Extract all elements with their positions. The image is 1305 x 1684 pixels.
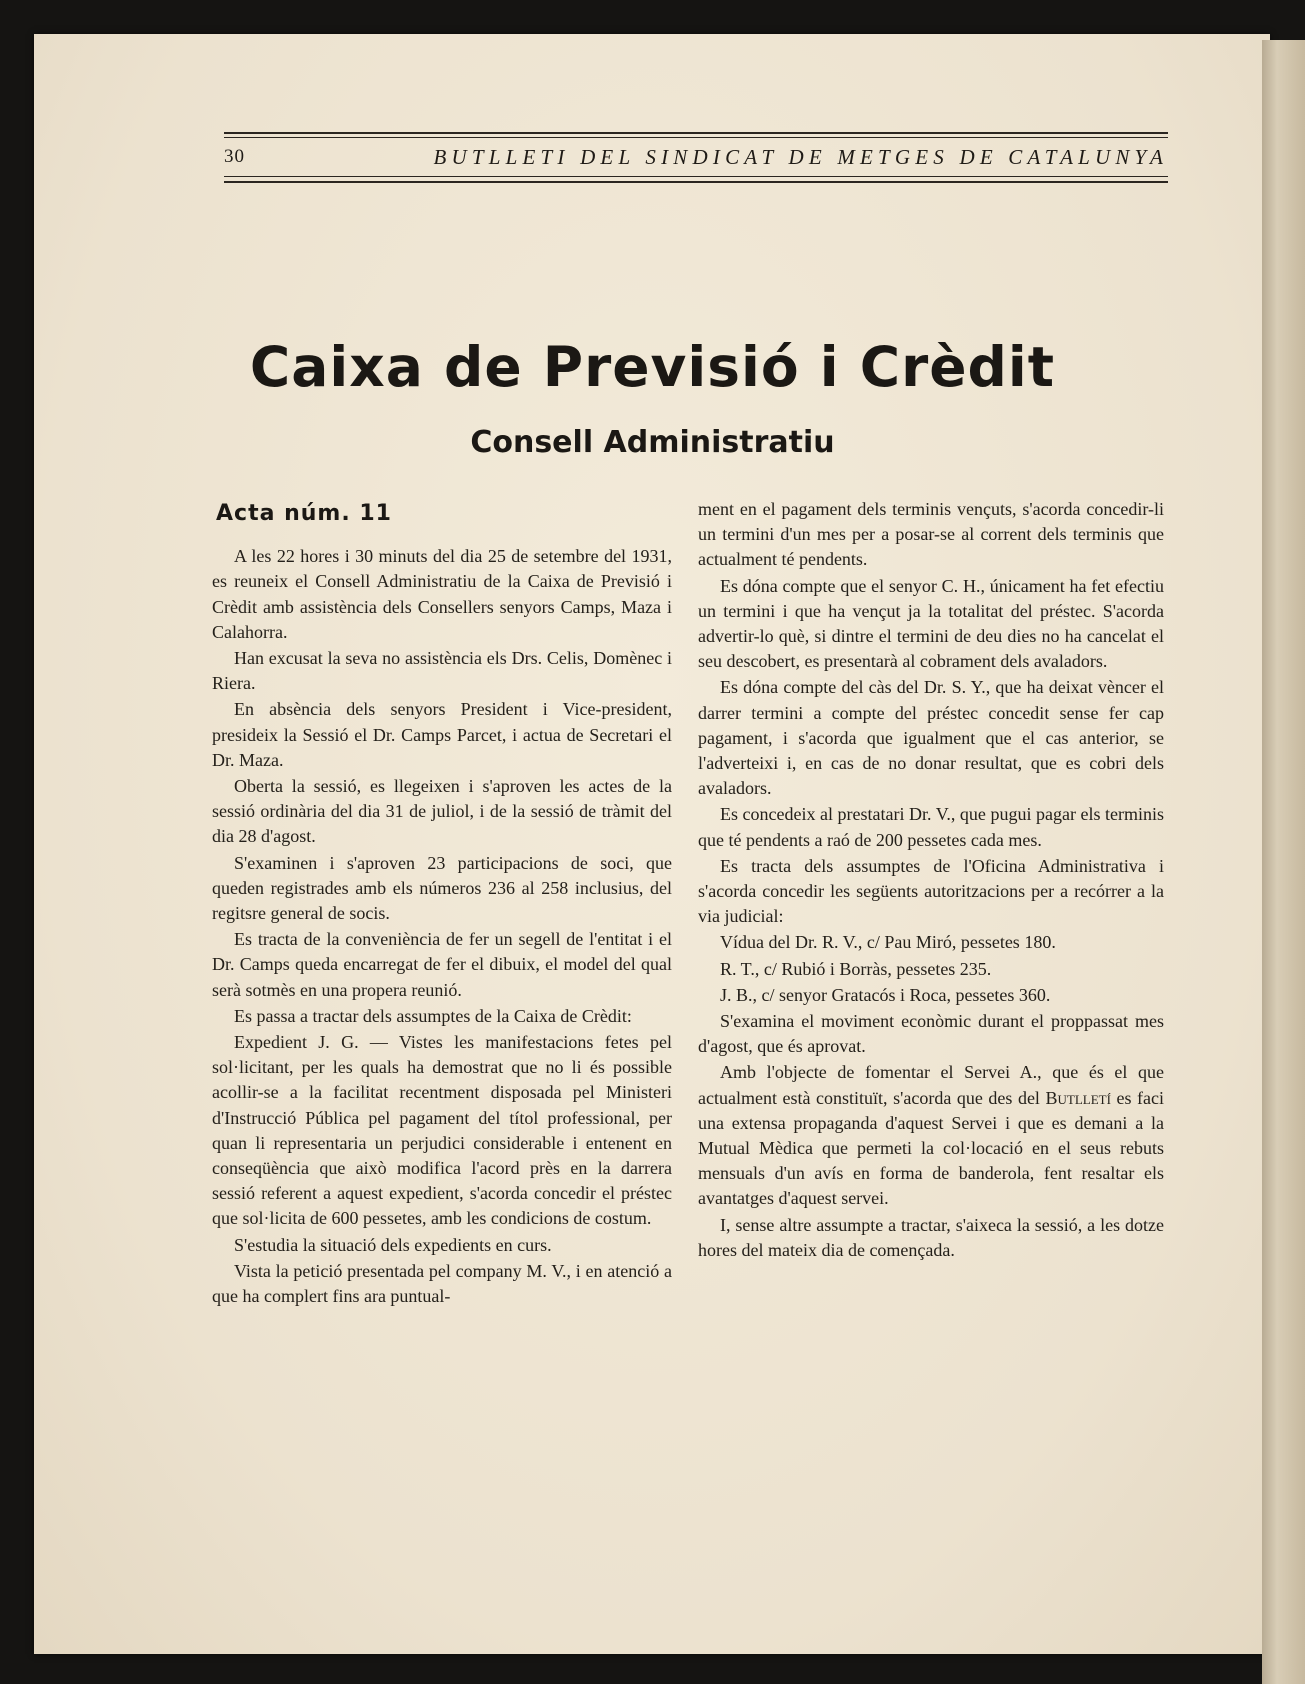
paragraph-continued: ment en el pagament dels terminis vençuts, s'acorda concedir-li un termini d'un mes per a posar-se al corrent dels terminis que actualment té pendents. (698, 499, 1164, 570)
paragraph: I, sense altre assumpte a tractar, s'aixeca la sessió, a les dotze hores del mateix dia de començada. (698, 1214, 1164, 1260)
paragraph: Vista la petició presentada pel company M. V., i en atenció a que ha complert fins ara puntual- (212, 1260, 672, 1307)
paragraph: S'examina el moviment econòmic durant el proppassat mes d'agost, que és aprovat. (698, 1011, 1164, 1057)
paragraph: S'estudia la situació dels expedients en curs. (234, 1234, 552, 1255)
paragraph: En absència dels senyors President i Vice-president, presideix la Sessió el Dr. Camps Parcet, i actua de Secretari el Dr. Maza. (212, 699, 672, 770)
paragraph: Es dóna compte que el senyor C. H., únicament ha fet efectiu un termini i que ha vençut ja la totalitat del préstec. S'acorda advertir-lo què, si dintre el termini de deu dies no ha cancelat el seu descobert, es presentarà al cobrament dels avaladors. (698, 575, 1164, 672)
right-column (698, 497, 1164, 1264)
paragraph: Es tracta dels assumptes de l'Oficina Administrativa i s'acorda concedir les següents autoritzacions per a recórrer a la via judicial: (698, 855, 1164, 927)
paragraph: Es tracta de la conveniència de fer un segell de l'entitat i el Dr. Camps queda encarregat de fer el dibuix, el model del qual serà sotmès en una propera reunió. (212, 929, 672, 1000)
paragraph (698, 1060, 1164, 1211)
header-rule-bottom (224, 181, 1168, 183)
journal-title: BUTLLETI DEL SINDICAT DE METGES DE CATALUNYA (433, 144, 1168, 169)
acta-heading: Acta núm. 11 (216, 501, 392, 526)
list-item: Vídua del Dr. R. V., c/ Pau Miró, pessetes 180. (720, 932, 1056, 953)
text-run: es faci una extensa propaganda d'aquest Servei i que es demani a la Mutual Mèdica que permeti la col·locació en el seus rebuts mensuals d'un avís en forma de banderola, fent resaltar els avantatges d'aquest servei. (698, 1087, 1164, 1209)
article-title: Caixa de Previsió i Crèdit (249, 335, 1056, 399)
header-rule-top-thin (224, 137, 1168, 138)
butlleti-smallcaps: Butlletí (1045, 1087, 1111, 1108)
header-rule-bottom-thin (224, 176, 1168, 177)
list-item: R. T., c/ Rubió i Borràs, pessetes 235. (720, 958, 992, 979)
left-column (212, 497, 672, 1310)
paragraph: Han excusat la seva no assistència els Drs. Celis, Domènec i Riera. (212, 648, 672, 694)
article-subtitle: Consell Administratiu (470, 425, 835, 460)
text-run: Amb l'objecte de fomentar el Servei A., que és el que actualment està constituït, s'acorda que des del (698, 1062, 1164, 1108)
page-edge (1262, 40, 1305, 1684)
paragraph: Es concedeix al prestatari Dr. V., que pugui pagar els terminis que té pendents a raó de 200 pessetes cada mes. (698, 804, 1164, 850)
paragraph: A les 22 hores i 30 minuts del dia 25 de setembre del 1931, es reuneix el Consell Administratiu de la Caixa de Previsió i Crèdit amb assistència dels Consellers senyors Camps, Maza i Calahorra. (212, 546, 672, 642)
paragraph: Expedient J. G. — Vistes les manifestacions fetes pel sol·licitant, per les quals ha demostrat que no li és possible acollir-se a la facilitat recentment disposada pel Ministeri d'Instrucció Pública pel pagament del títol professional, per quan li representaria un perjudici considerable i entenent en conseqüència que això modifica l'acord près en la darrera sessió referent a aquest expedient, s'acorda concedir el préstec que sol·licita de 600 pessetes, amb les condicions de costum. (212, 1032, 672, 1229)
paragraph: Oberta la sessió, es llegeixen i s'aproven les actes de la sessió ordinària del dia 31 de juliol, i de la sessió de tràmit del dia 28 d'agost. (212, 776, 672, 847)
paragraph: S'examinen i s'aproven 23 participacions de soci, que queden registrades amb els números 236 al 258 inclusius, del regitsre general de socis. (212, 852, 672, 924)
paragraph: Es passa a tractar dels assumptes de la Caixa de Crèdit: (234, 1005, 632, 1026)
header-rule-top (224, 132, 1168, 134)
list-item: J. B., c/ senyor Gratacós i Roca, pessetes 360. (720, 984, 1051, 1005)
running-header (224, 132, 1168, 192)
page-number: 30 (224, 146, 245, 167)
paragraph: Es dóna compte del càs del Dr. S. Y., que ha deixat vèncer el darrer termini a compte del préstec concedit sense fer cap pagament, i s'acorda que igualment que el cas anterior, se l'adverteixi i, en cas de no donar resultat, que es cobri dels avaladors. (698, 677, 1164, 799)
header-row (224, 145, 1168, 169)
